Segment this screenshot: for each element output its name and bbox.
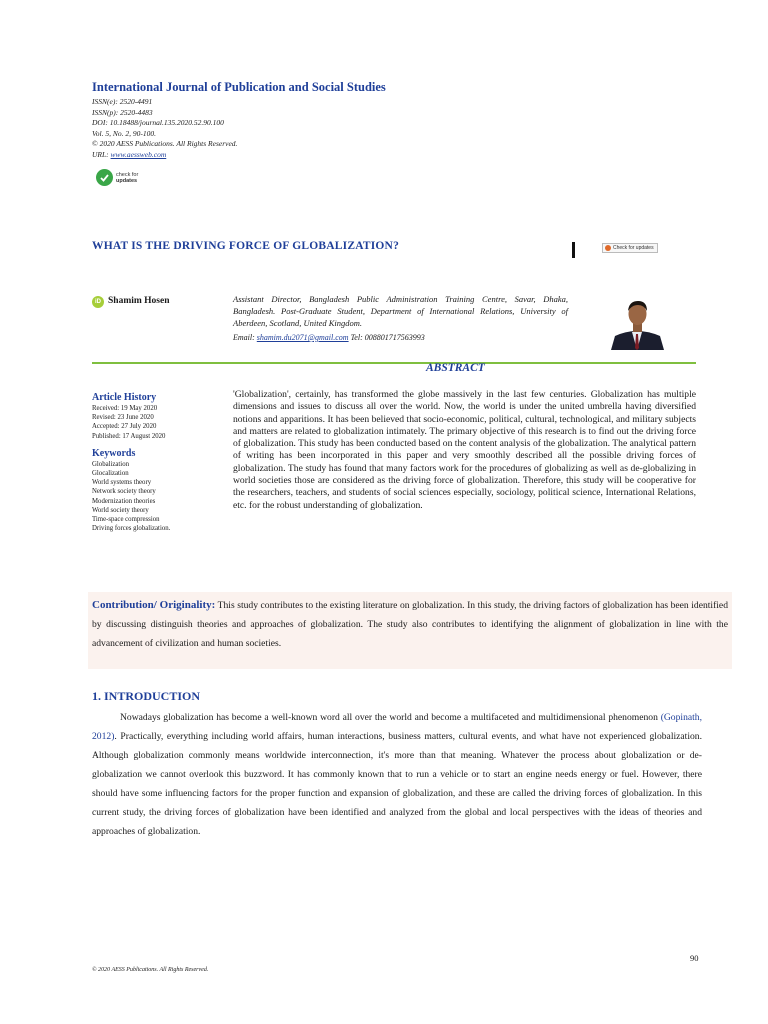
author-photo (607, 294, 668, 350)
article-history-heading: Article History (92, 392, 157, 403)
check-for-updates-small-button[interactable]: Check for updates (602, 243, 658, 253)
author-contact: Email: shamim.du2071@gmail.com Tel: 008801717563993 (233, 333, 425, 342)
check-for-updates-badge[interactable]: check for updates (96, 169, 138, 186)
contribution-paragraph (92, 596, 728, 653)
volume: Vol. 5, No. 2, 90-100. (92, 128, 156, 138)
contribution-box (88, 592, 732, 669)
introduction-heading: 1. INTRODUCTION (92, 689, 201, 703)
footer-copyright: © 2020 AESS Publications. All Rights Reserved. (92, 967, 209, 973)
keyword-item: Driving forces globalization. (92, 525, 171, 533)
keyword-item: World society theory (92, 506, 149, 514)
issn-p: ISSN(p): 2520-4483 (92, 107, 153, 117)
author-name: Shamim Hosen (108, 296, 170, 306)
doi: DOI: 10.18488/journal.135.2020.52.90.100 (92, 118, 224, 127)
green-rule-left (92, 362, 232, 364)
author-email-link[interactable]: shamim.du2071@gmail.com (256, 333, 349, 342)
keyword-item: Globalization (92, 460, 129, 468)
keyword-item: World systems theory (92, 479, 152, 487)
history-item: Received: 19 May 2020 (92, 405, 158, 412)
keyword-item: Modernization theories (92, 497, 156, 505)
keywords-heading: Keywords (92, 447, 136, 459)
paper-title: WHAT IS THE DRIVING FORCE OF GLOBALIZATION? (92, 240, 400, 252)
journal-url-link[interactable]: www.aessweb.com (110, 149, 167, 159)
keyword-item: Time-space compression (92, 516, 160, 524)
journal-title: International Journal of Publication and Social Studies (92, 80, 386, 94)
journal-meta (92, 97, 237, 160)
keyword-item: Glocalization (92, 470, 129, 478)
introduction-paragraph: Nowadays globalization has become a well-known word all over the world and become a multifaceted and multidimensional phenomenon (Gopinath, 2012). Practically, everything including world affairs, human interactions, business matters, cultural events, and what have not experienced globalization. Although globalization commonly means worldwide interconnection, it's more than that meaning. Whatever the process about globalization or de-globalization we cannot overlook this buzzword. It has commonly known that to run a vehicle or to start an engine needs energy or fuel. However, there should have some influencing factors for the proper function and expansion of globalization, and these are called the driving forces of globalization. In this current study, the driving forces of globalization have been identified and analyzed from the global and local perspectives with the ideas of theories and approaches of globalization. (92, 712, 702, 837)
crossmark-icon (605, 245, 611, 251)
keyword-item: Network society theory (92, 488, 156, 496)
checkmark-icon (96, 169, 113, 186)
issn-e: ISSN(e): 2520-4491 (92, 97, 153, 106)
citation-link[interactable]: (Gopinath, 2012) (92, 712, 702, 742)
vertical-bar-mark (572, 242, 575, 258)
contribution-label: Contribution/ Originality: (92, 599, 216, 611)
orcid-icon[interactable]: iD (92, 296, 104, 308)
abstract-heading: ABSTRACT (426, 362, 485, 374)
article-sidebar (92, 392, 228, 533)
history-item: Revised: 23 June 2020 (92, 414, 154, 422)
page-number: 90 (690, 953, 699, 963)
history-item: Accepted: 27 July 2020 (92, 423, 157, 431)
url-line: URL: www.aessweb.com (92, 149, 167, 159)
abstract-text: 'Globalization', certainly, has transformed the globe massively in the last few centuries. Globalization has multiple dimensions and issues to discuss all over the world. Now, the world is under the united umbrella having diversified notions and apparitions. It has been believed that socio-economic, political, cultural, technological, and military subjects and matters are related to globalization intimately. The primary objective of this research is to find out the driving force of globalization. This study has been conducted based on the content analysis of the globalization. The analytical pattern of writing has been incorporated in this paper and very smoothly described all the possible driving forces of globalization. The study has found that many factors work for the procedures of globalizing as well as de-globalizing in world societies those are considered as the driving force of globalization. Therefore, this study will be cooperative for the researchers, teachers, and students of social sciences especially, sociology, political science, International Relations, etc. for the robust understanding of globalization. (233, 389, 696, 511)
author-affiliation: Assistant Director, Bangladesh Public Administration Training Centre, Savar, Dhaka, Bangladesh. Post-Graduate Student, Department of International Relations, University of Aberdeen, Scotland, United Kingdom. (233, 294, 568, 328)
copyright-line: © 2020 AESS Publications. All Rights Reserved. (92, 139, 238, 148)
history-item: Published: 17 August 2020 (92, 432, 166, 440)
contribution-text: This study contributes to the existing literature on globalization. In this study, the driving factors of globalization has been identified by discussing distinguish theories and approaches of globalization. The study also contributes to identifying the alignment of globalization in line with the advancement of civilization and human societies. (92, 600, 728, 649)
